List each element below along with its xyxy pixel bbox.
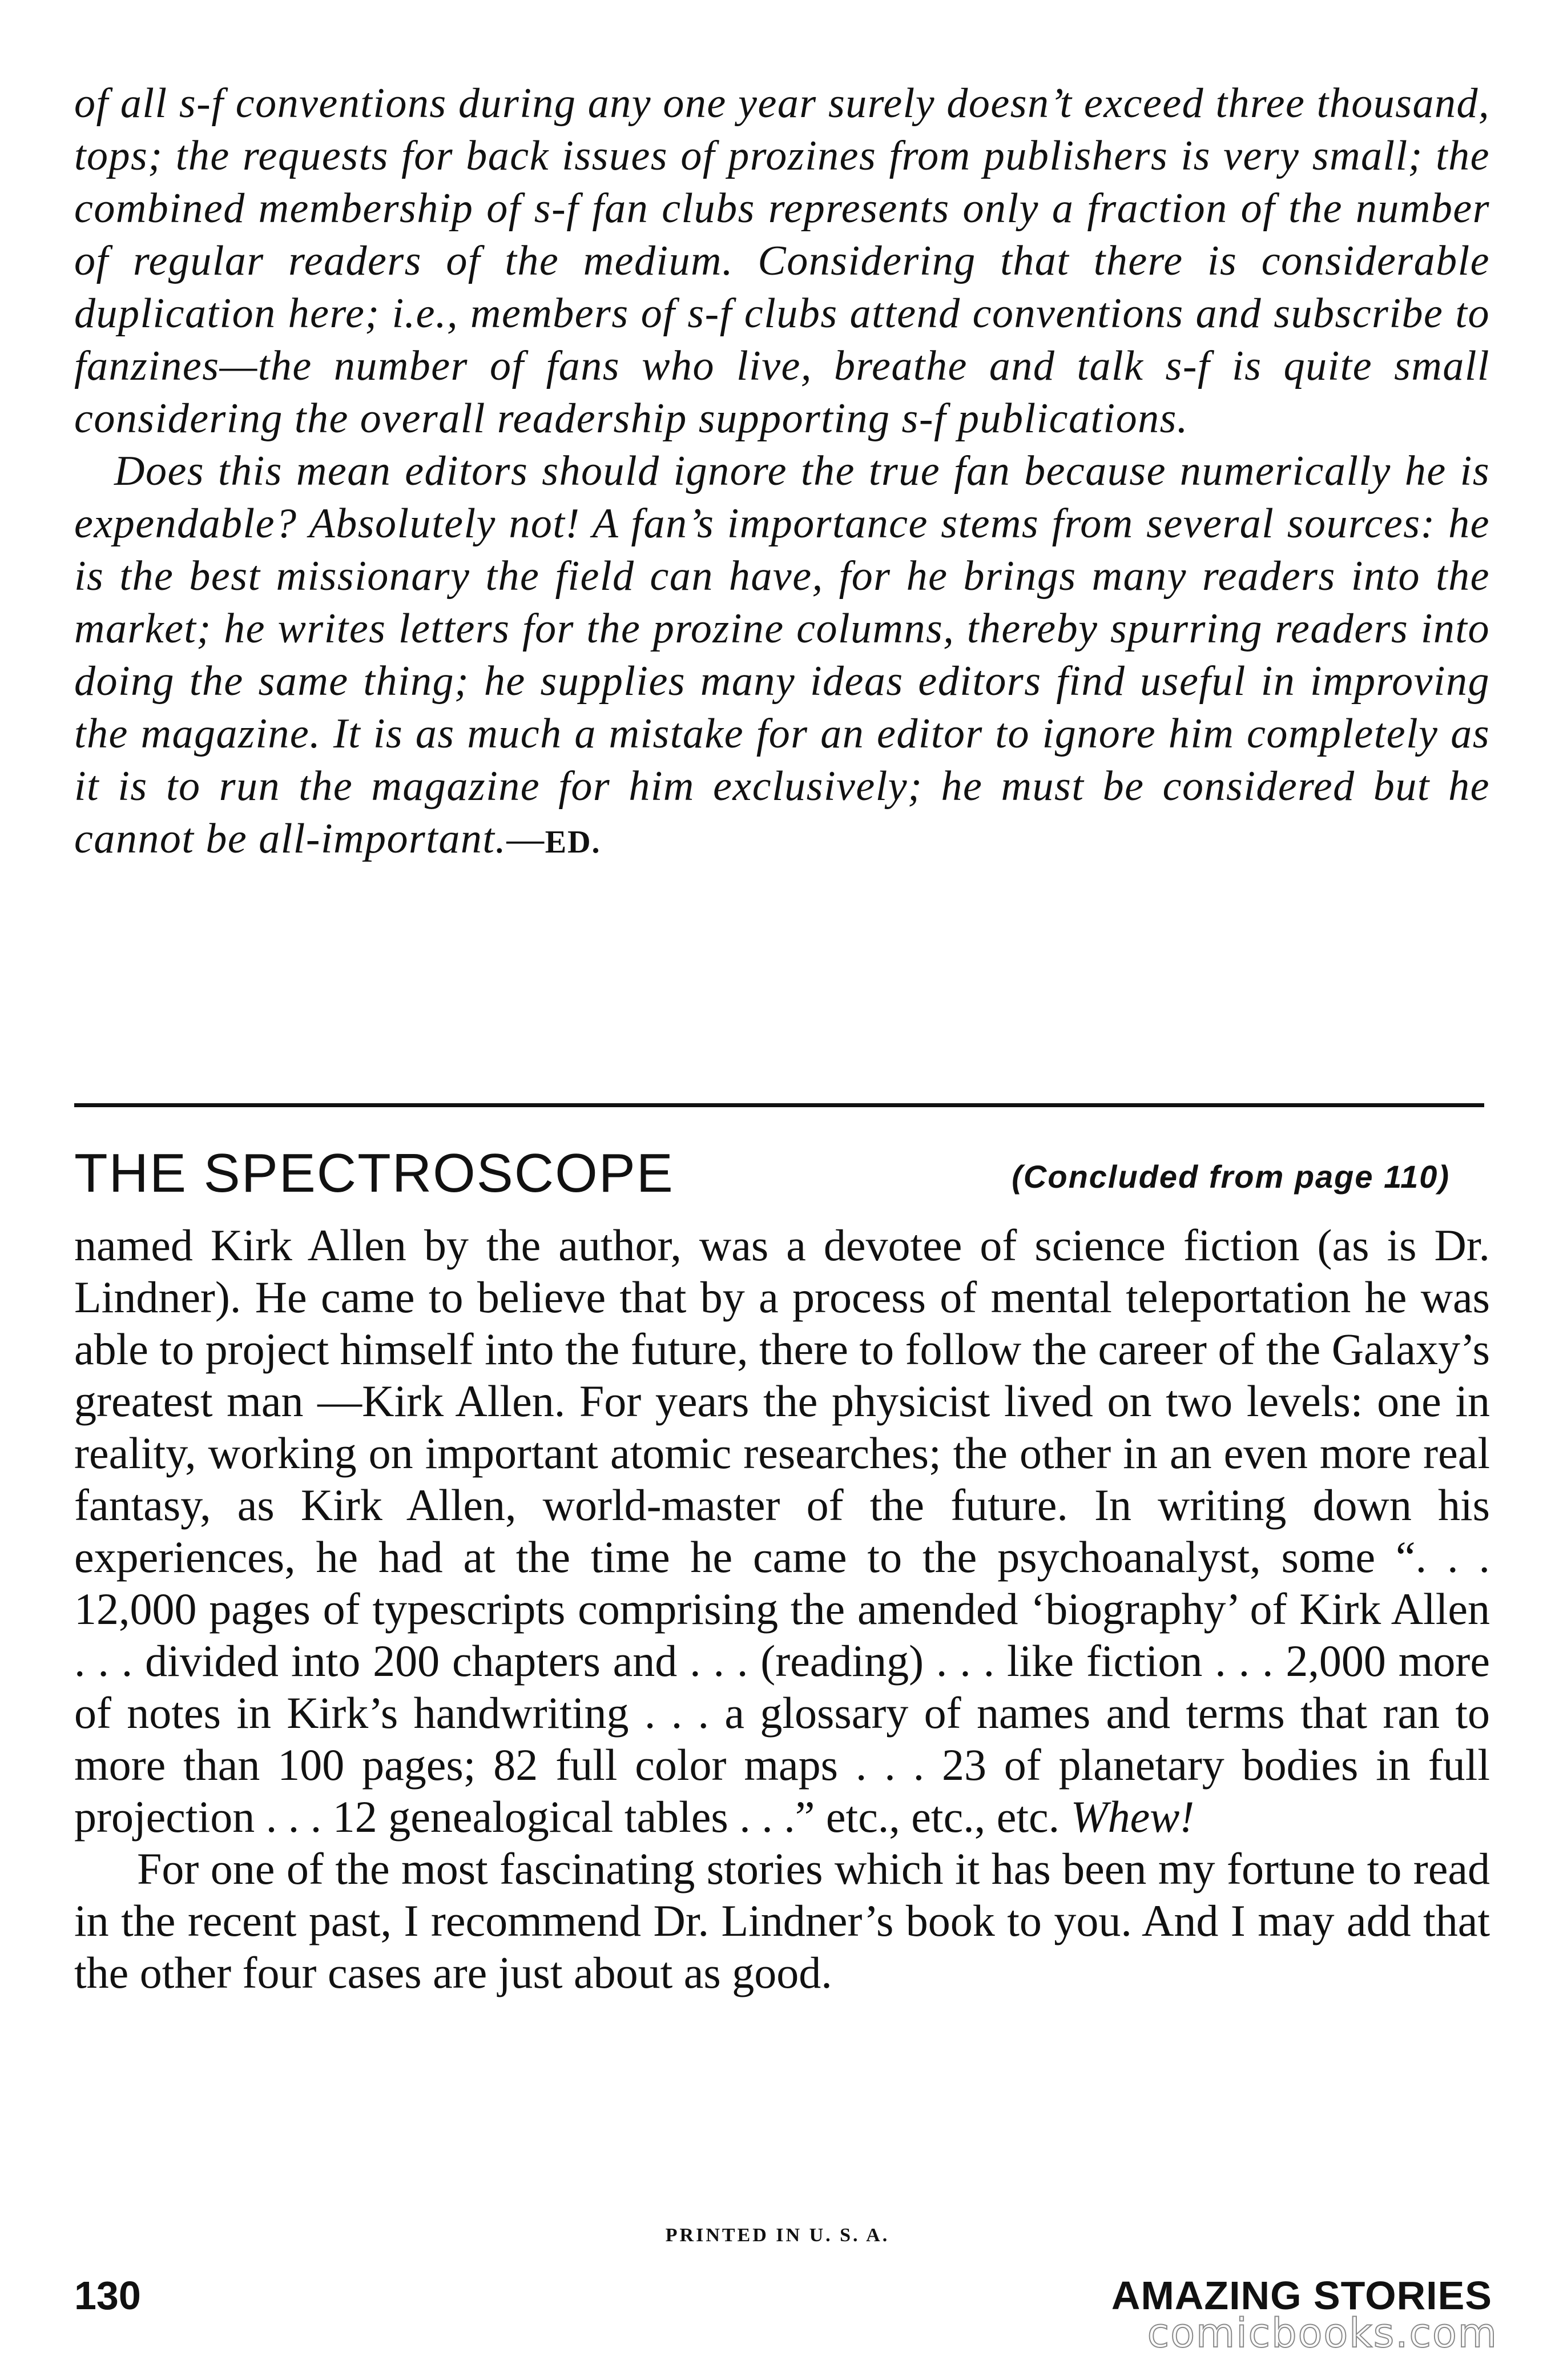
- printer-imprint: PRINTED IN U. S. A.: [665, 2225, 890, 2246]
- editor-reply-paragraph: [74, 445, 1490, 869]
- body-text: named Kirk Allen by the author, was a devotee of science fiction (as is Dr. Lindner). He came to believe that by a process of mental teleportation he was able to project himself into the future, there to follow the career of the Galaxy’s greatest man —Kirk Allen. For years the physicist lived on two levels: one in reality, working on important atomic researches; the other in an even more real fantasy, as Kirk Allen, world-master of the future. In writing down his experiences, he had at the time he came to the psychoanalyst, some “. . . 12,000 pages of typescripts comprising the amended ‘biography’ of Kirk Allen . . . divided into 200 chapters and . . . (reading) . . . like fiction . . . 2,000 more of notes in Kirk’s handwriting . . . a glossary of names and terms that ran to more than 100 pages; 82 full color maps . . . 23 of planetary bodies in full projection . . . 12 genealogical tables . . .” etc., etc., etc.: [74, 1220, 1490, 1842]
- section-title: THE SPECTROSCOPE: [74, 1143, 674, 1204]
- running-footer: AMAZING STORIES: [1111, 2273, 1492, 2318]
- watermark: comicbooks.com: [1147, 2310, 1498, 2357]
- editor-reply-paragraph: of all s-f conventions during any one year surely doesn’t exceed three thousand, tops; the requests for back issues of prozines from publishers is very small; the combined membership of s-f fan clubs represents only a fraction of the number of regular readers of the medium. Considering that there is considerable duplication here; i.e., members of s-f clubs attend conventions and subscribe to fanzines—the number of fans who live, breathe and talk s-f is quite small considering the overall readership supporting s-f publications.: [74, 80, 1490, 442]
- body-paragraph: [74, 1219, 1490, 1843]
- editor-reply-text: Does this mean editors should ignore the true fan because numerically he is expendable? Absolutely not! A fan’s importance stems from several sources: he is the best missionary the field can have, for he brings many readers into the market; he writes letters for the prozine columns, thereby spurring readers into doing the same thing; he supplies many ideas editors find useful in improving the magazine. It is as much a mistake for an editor to ignore him completely as it is to run the magazine for him exclusively; he must be considered but he cannot be all-important.—: [74, 448, 1490, 862]
- page-number: 130: [74, 2273, 141, 2318]
- editor-reply: [74, 77, 1490, 869]
- section-header: [74, 1142, 1484, 1205]
- editor-signoff: ED.: [545, 825, 601, 860]
- body-emphasis: Whew!: [1070, 1792, 1195, 1842]
- spectroscope-body: [74, 1219, 1490, 1999]
- section-divider: [74, 1103, 1484, 1107]
- continuation-note: (Concluded from page 110): [1012, 1159, 1450, 1195]
- body-paragraph: For one of the most fascinating stories which it has been my fortune to read in the recent past, I recommend Dr. Lindner’s book to you. And I may add that the other four cases are just about as good.: [74, 1844, 1490, 1997]
